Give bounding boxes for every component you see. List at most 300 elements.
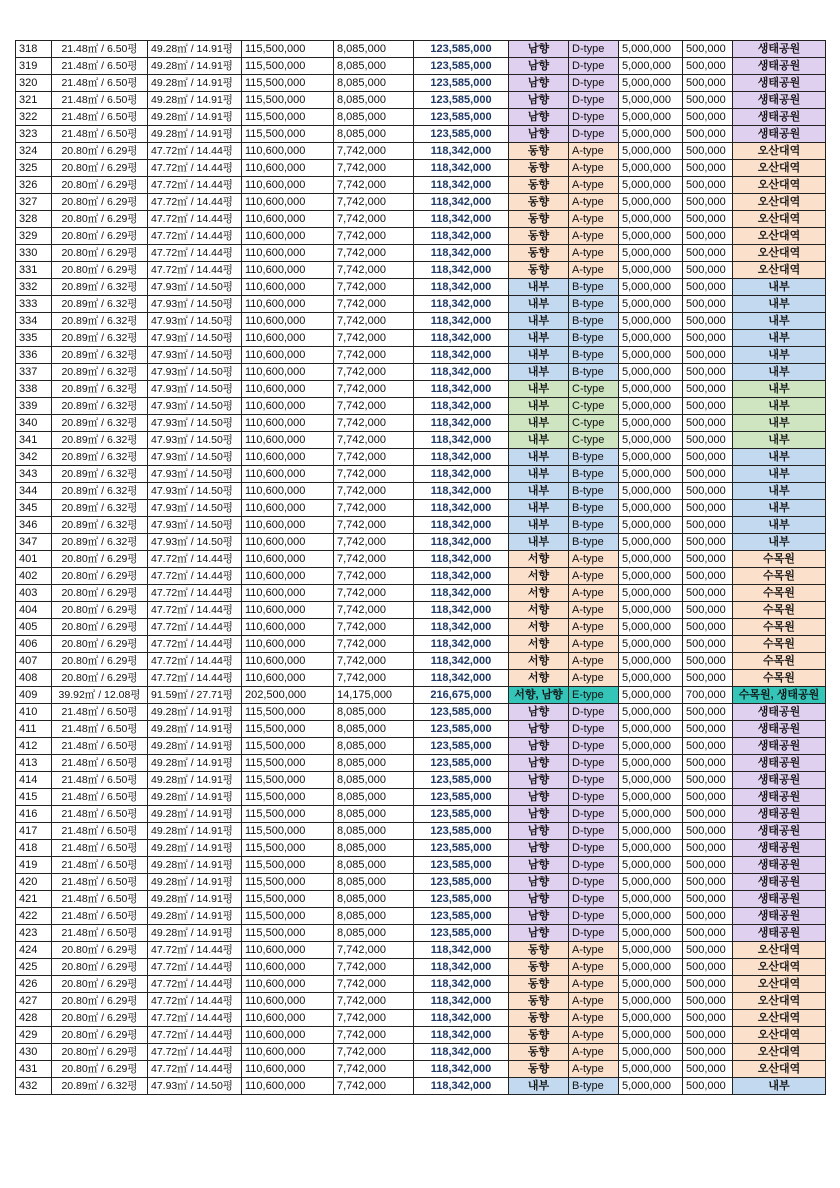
view-label-cell: 생태공원	[733, 755, 826, 772]
contract-area-cell: 49.28㎡ / 14.91평	[148, 908, 242, 925]
facing-direction-cell: 내부	[509, 466, 569, 483]
unit-rows	[16, 41, 826, 1095]
facing-direction-cell: 동향	[509, 228, 569, 245]
deposit-cell: 5,000,000	[619, 432, 683, 449]
total-price-cell: 118,342,000	[414, 653, 509, 670]
facing-direction-cell: 남향	[509, 755, 569, 772]
supply-area-cell: 20.80㎡ / 6.29평	[52, 636, 148, 653]
supply-area-cell: 20.80㎡ / 6.29평	[52, 1061, 148, 1078]
view-label-cell: 오산대역	[733, 1044, 826, 1061]
total-price-cell: 123,585,000	[414, 857, 509, 874]
unit-type-cell: D-type	[569, 126, 619, 143]
unit-type-cell: B-type	[569, 296, 619, 313]
sale-price-cell: 115,500,000	[242, 891, 334, 908]
vat-amount-cell: 7,742,000	[334, 500, 414, 517]
supply-area-cell: 21.48㎡ / 6.50평	[52, 109, 148, 126]
unit-number-cell: 336	[16, 347, 52, 364]
monthly-rent-cell: 500,000	[683, 993, 733, 1010]
sale-price-cell: 115,500,000	[242, 789, 334, 806]
unit-number-cell: 429	[16, 1027, 52, 1044]
facing-direction-cell: 남향	[509, 58, 569, 75]
contract-area-cell: 47.72㎡ / 14.44평	[148, 1061, 242, 1078]
supply-area-cell: 20.80㎡ / 6.29평	[52, 551, 148, 568]
unit-type-cell: B-type	[569, 1078, 619, 1095]
view-label-cell: 내부	[733, 517, 826, 534]
monthly-rent-cell: 500,000	[683, 653, 733, 670]
monthly-rent-cell: 500,000	[683, 1078, 733, 1095]
facing-direction-cell: 남향	[509, 891, 569, 908]
table-row	[16, 449, 826, 466]
facing-direction-cell: 남향	[509, 823, 569, 840]
monthly-rent-cell: 500,000	[683, 245, 733, 262]
monthly-rent-cell: 500,000	[683, 177, 733, 194]
deposit-cell: 5,000,000	[619, 398, 683, 415]
deposit-cell: 5,000,000	[619, 857, 683, 874]
facing-direction-cell: 남향	[509, 126, 569, 143]
monthly-rent-cell: 500,000	[683, 41, 733, 58]
facing-direction-cell: 남향	[509, 772, 569, 789]
monthly-rent-cell: 500,000	[683, 789, 733, 806]
contract-area-cell: 49.28㎡ / 14.91평	[148, 704, 242, 721]
unit-number-cell: 325	[16, 160, 52, 177]
facing-direction-cell: 동향	[509, 262, 569, 279]
table-row	[16, 857, 826, 874]
total-price-cell: 123,585,000	[414, 840, 509, 857]
vat-amount-cell: 8,085,000	[334, 704, 414, 721]
table-row	[16, 92, 826, 109]
unit-type-cell: D-type	[569, 721, 619, 738]
vat-amount-cell: 8,085,000	[334, 891, 414, 908]
unit-number-cell: 343	[16, 466, 52, 483]
unit-type-cell: A-type	[569, 993, 619, 1010]
contract-area-cell: 49.28㎡ / 14.91평	[148, 92, 242, 109]
view-label-cell: 오산대역	[733, 993, 826, 1010]
view-label-cell: 생태공원	[733, 874, 826, 891]
vat-amount-cell: 8,085,000	[334, 823, 414, 840]
deposit-cell: 5,000,000	[619, 585, 683, 602]
monthly-rent-cell: 500,000	[683, 857, 733, 874]
sale-price-cell: 115,500,000	[242, 857, 334, 874]
sale-price-cell: 110,600,000	[242, 466, 334, 483]
unit-number-cell: 409	[16, 687, 52, 704]
facing-direction-cell: 서향	[509, 585, 569, 602]
sale-price-cell: 110,600,000	[242, 942, 334, 959]
total-price-cell: 118,342,000	[414, 194, 509, 211]
monthly-rent-cell: 500,000	[683, 721, 733, 738]
supply-area-cell: 20.80㎡ / 6.29평	[52, 262, 148, 279]
unit-number-cell: 407	[16, 653, 52, 670]
unit-number-cell: 328	[16, 211, 52, 228]
supply-area-cell: 20.80㎡ / 6.29평	[52, 619, 148, 636]
supply-area-cell: 21.48㎡ / 6.50평	[52, 823, 148, 840]
contract-area-cell: 47.93㎡ / 14.50평	[148, 330, 242, 347]
monthly-rent-cell: 500,000	[683, 1027, 733, 1044]
contract-area-cell: 47.72㎡ / 14.44평	[148, 160, 242, 177]
contract-area-cell: 47.93㎡ / 14.50평	[148, 347, 242, 364]
table-row	[16, 568, 826, 585]
unit-number-cell: 333	[16, 296, 52, 313]
sale-price-cell: 110,600,000	[242, 415, 334, 432]
vat-amount-cell: 8,085,000	[334, 806, 414, 823]
unit-number-cell: 431	[16, 1061, 52, 1078]
total-price-cell: 118,342,000	[414, 670, 509, 687]
unit-number-cell: 426	[16, 976, 52, 993]
view-label-cell: 생태공원	[733, 840, 826, 857]
monthly-rent-cell: 500,000	[683, 194, 733, 211]
view-label-cell: 오산대역	[733, 143, 826, 160]
table-row	[16, 670, 826, 687]
unit-number-cell: 422	[16, 908, 52, 925]
view-label-cell: 수목원	[733, 602, 826, 619]
table-row	[16, 789, 826, 806]
vat-amount-cell: 8,085,000	[334, 857, 414, 874]
contract-area-cell: 47.72㎡ / 14.44평	[148, 568, 242, 585]
facing-direction-cell: 내부	[509, 483, 569, 500]
contract-area-cell: 47.93㎡ / 14.50평	[148, 415, 242, 432]
monthly-rent-cell: 500,000	[683, 75, 733, 92]
unit-number-cell: 339	[16, 398, 52, 415]
vat-amount-cell: 7,742,000	[334, 228, 414, 245]
facing-direction-cell: 서향	[509, 568, 569, 585]
facing-direction-cell: 동향	[509, 1044, 569, 1061]
total-price-cell: 118,342,000	[414, 143, 509, 160]
view-label-cell: 내부	[733, 500, 826, 517]
vat-amount-cell: 7,742,000	[334, 211, 414, 228]
table-row	[16, 959, 826, 976]
supply-area-cell: 20.89㎡ / 6.32평	[52, 432, 148, 449]
unit-number-cell: 420	[16, 874, 52, 891]
supply-area-cell: 20.89㎡ / 6.32평	[52, 517, 148, 534]
table-row	[16, 891, 826, 908]
sale-price-cell: 110,600,000	[242, 1044, 334, 1061]
table-row	[16, 1010, 826, 1027]
vat-amount-cell: 7,742,000	[334, 585, 414, 602]
contract-area-cell: 47.93㎡ / 14.50평	[148, 296, 242, 313]
deposit-cell: 5,000,000	[619, 313, 683, 330]
contract-area-cell: 49.28㎡ / 14.91평	[148, 806, 242, 823]
supply-area-cell: 20.80㎡ / 6.29평	[52, 143, 148, 160]
total-price-cell: 118,342,000	[414, 279, 509, 296]
deposit-cell: 5,000,000	[619, 517, 683, 534]
unit-type-cell: A-type	[569, 670, 619, 687]
facing-direction-cell: 남향	[509, 857, 569, 874]
supply-area-cell: 20.80㎡ / 6.29평	[52, 245, 148, 262]
vat-amount-cell: 7,742,000	[334, 534, 414, 551]
unit-price-table	[15, 40, 826, 1095]
facing-direction-cell: 남향	[509, 789, 569, 806]
unit-type-cell: D-type	[569, 755, 619, 772]
deposit-cell: 5,000,000	[619, 568, 683, 585]
monthly-rent-cell: 500,000	[683, 976, 733, 993]
supply-area-cell: 20.80㎡ / 6.29평	[52, 959, 148, 976]
deposit-cell: 5,000,000	[619, 330, 683, 347]
view-label-cell: 생태공원	[733, 126, 826, 143]
table-row	[16, 602, 826, 619]
unit-number-cell: 402	[16, 568, 52, 585]
supply-area-cell: 20.80㎡ / 6.29평	[52, 1010, 148, 1027]
unit-type-cell: A-type	[569, 160, 619, 177]
vat-amount-cell: 7,742,000	[334, 330, 414, 347]
table-row	[16, 874, 826, 891]
unit-number-cell: 319	[16, 58, 52, 75]
vat-amount-cell: 8,085,000	[334, 908, 414, 925]
unit-number-cell: 423	[16, 925, 52, 942]
deposit-cell: 5,000,000	[619, 109, 683, 126]
unit-number-cell: 327	[16, 194, 52, 211]
total-price-cell: 118,342,000	[414, 517, 509, 534]
table-row	[16, 347, 826, 364]
sale-price-cell: 110,600,000	[242, 602, 334, 619]
total-price-cell: 118,342,000	[414, 296, 509, 313]
contract-area-cell: 47.93㎡ / 14.50평	[148, 466, 242, 483]
vat-amount-cell: 8,085,000	[334, 126, 414, 143]
vat-amount-cell: 8,085,000	[334, 109, 414, 126]
monthly-rent-cell: 500,000	[683, 58, 733, 75]
sale-price-cell: 115,500,000	[242, 92, 334, 109]
deposit-cell: 5,000,000	[619, 721, 683, 738]
unit-type-cell: B-type	[569, 279, 619, 296]
unit-type-cell: A-type	[569, 942, 619, 959]
deposit-cell: 5,000,000	[619, 636, 683, 653]
sale-price-cell: 110,600,000	[242, 1010, 334, 1027]
table-row	[16, 806, 826, 823]
sale-price-cell: 115,500,000	[242, 75, 334, 92]
deposit-cell: 5,000,000	[619, 160, 683, 177]
unit-type-cell: C-type	[569, 415, 619, 432]
total-price-cell: 118,342,000	[414, 364, 509, 381]
table-row	[16, 398, 826, 415]
vat-amount-cell: 7,742,000	[334, 466, 414, 483]
monthly-rent-cell: 500,000	[683, 908, 733, 925]
total-price-cell: 118,342,000	[414, 942, 509, 959]
deposit-cell: 5,000,000	[619, 806, 683, 823]
unit-type-cell: B-type	[569, 483, 619, 500]
facing-direction-cell: 동향	[509, 1061, 569, 1078]
table-row	[16, 245, 826, 262]
unit-number-cell: 345	[16, 500, 52, 517]
vat-amount-cell: 8,085,000	[334, 92, 414, 109]
view-label-cell: 생태공원	[733, 738, 826, 755]
total-price-cell: 123,585,000	[414, 75, 509, 92]
deposit-cell: 5,000,000	[619, 534, 683, 551]
deposit-cell: 5,000,000	[619, 789, 683, 806]
sale-price-cell: 110,600,000	[242, 619, 334, 636]
view-label-cell: 내부	[733, 534, 826, 551]
supply-area-cell: 21.48㎡ / 6.50평	[52, 789, 148, 806]
vat-amount-cell: 7,742,000	[334, 279, 414, 296]
supply-area-cell: 20.89㎡ / 6.32평	[52, 500, 148, 517]
view-label-cell: 내부	[733, 415, 826, 432]
sale-price-cell: 110,600,000	[242, 245, 334, 262]
contract-area-cell: 49.28㎡ / 14.91평	[148, 109, 242, 126]
monthly-rent-cell: 500,000	[683, 160, 733, 177]
table-row	[16, 58, 826, 75]
deposit-cell: 5,000,000	[619, 228, 683, 245]
sale-price-cell: 110,600,000	[242, 364, 334, 381]
sale-price-cell: 115,500,000	[242, 823, 334, 840]
total-price-cell: 123,585,000	[414, 721, 509, 738]
deposit-cell: 5,000,000	[619, 891, 683, 908]
total-price-cell: 123,585,000	[414, 925, 509, 942]
table-row	[16, 432, 826, 449]
total-price-cell: 123,585,000	[414, 126, 509, 143]
facing-direction-cell: 동향	[509, 211, 569, 228]
facing-direction-cell: 내부	[509, 330, 569, 347]
table-row	[16, 177, 826, 194]
total-price-cell: 118,342,000	[414, 551, 509, 568]
table-row	[16, 755, 826, 772]
supply-area-cell: 20.80㎡ / 6.29평	[52, 993, 148, 1010]
supply-area-cell: 21.48㎡ / 6.50평	[52, 891, 148, 908]
view-label-cell: 내부	[733, 364, 826, 381]
monthly-rent-cell: 500,000	[683, 891, 733, 908]
supply-area-cell: 20.80㎡ / 6.29평	[52, 942, 148, 959]
facing-direction-cell: 내부	[509, 347, 569, 364]
deposit-cell: 5,000,000	[619, 381, 683, 398]
deposit-cell: 5,000,000	[619, 942, 683, 959]
supply-area-cell: 20.80㎡ / 6.29평	[52, 568, 148, 585]
supply-area-cell: 20.80㎡ / 6.29평	[52, 228, 148, 245]
unit-type-cell: D-type	[569, 789, 619, 806]
unit-number-cell: 416	[16, 806, 52, 823]
monthly-rent-cell: 500,000	[683, 364, 733, 381]
total-price-cell: 123,585,000	[414, 891, 509, 908]
sale-price-cell: 115,500,000	[242, 126, 334, 143]
supply-area-cell: 20.89㎡ / 6.32평	[52, 347, 148, 364]
deposit-cell: 5,000,000	[619, 143, 683, 160]
supply-area-cell: 21.48㎡ / 6.50평	[52, 755, 148, 772]
total-price-cell: 118,342,000	[414, 245, 509, 262]
view-label-cell: 생태공원	[733, 75, 826, 92]
table-row	[16, 823, 826, 840]
vat-amount-cell: 7,742,000	[334, 483, 414, 500]
table-row	[16, 840, 826, 857]
total-price-cell: 118,342,000	[414, 959, 509, 976]
supply-area-cell: 21.48㎡ / 6.50평	[52, 92, 148, 109]
deposit-cell: 5,000,000	[619, 653, 683, 670]
total-price-cell: 118,342,000	[414, 449, 509, 466]
monthly-rent-cell: 500,000	[683, 500, 733, 517]
vat-amount-cell: 8,085,000	[334, 874, 414, 891]
contract-area-cell: 49.28㎡ / 14.91평	[148, 126, 242, 143]
total-price-cell: 118,342,000	[414, 466, 509, 483]
deposit-cell: 5,000,000	[619, 41, 683, 58]
contract-area-cell: 47.93㎡ / 14.50평	[148, 279, 242, 296]
view-label-cell: 오산대역	[733, 959, 826, 976]
deposit-cell: 5,000,000	[619, 466, 683, 483]
monthly-rent-cell: 500,000	[683, 483, 733, 500]
unit-number-cell: 340	[16, 415, 52, 432]
unit-number-cell: 406	[16, 636, 52, 653]
unit-type-cell: D-type	[569, 58, 619, 75]
view-label-cell: 수목원, 생태공원	[733, 687, 826, 704]
unit-number-cell: 332	[16, 279, 52, 296]
supply-area-cell: 21.48㎡ / 6.50평	[52, 58, 148, 75]
facing-direction-cell: 내부	[509, 432, 569, 449]
table-row	[16, 466, 826, 483]
contract-area-cell: 49.28㎡ / 14.91평	[148, 823, 242, 840]
table-row	[16, 687, 826, 704]
table-row	[16, 653, 826, 670]
unit-type-cell: A-type	[569, 143, 619, 160]
supply-area-cell: 21.48㎡ / 6.50평	[52, 772, 148, 789]
view-label-cell: 오산대역	[733, 211, 826, 228]
sale-price-cell: 110,600,000	[242, 500, 334, 517]
supply-area-cell: 21.48㎡ / 6.50평	[52, 75, 148, 92]
unit-number-cell: 341	[16, 432, 52, 449]
contract-area-cell: 47.72㎡ / 14.44평	[148, 670, 242, 687]
table-row	[16, 483, 826, 500]
sale-price-cell: 115,500,000	[242, 925, 334, 942]
facing-direction-cell: 남향	[509, 738, 569, 755]
deposit-cell: 5,000,000	[619, 296, 683, 313]
unit-type-cell: D-type	[569, 857, 619, 874]
view-label-cell: 오산대역	[733, 194, 826, 211]
total-price-cell: 123,585,000	[414, 908, 509, 925]
unit-type-cell: A-type	[569, 1010, 619, 1027]
sale-price-cell: 115,500,000	[242, 58, 334, 75]
total-price-cell: 118,342,000	[414, 534, 509, 551]
deposit-cell: 5,000,000	[619, 211, 683, 228]
total-price-cell: 123,585,000	[414, 789, 509, 806]
facing-direction-cell: 서향	[509, 602, 569, 619]
unit-type-cell: B-type	[569, 517, 619, 534]
sale-price-cell: 110,600,000	[242, 143, 334, 160]
supply-area-cell: 21.48㎡ / 6.50평	[52, 908, 148, 925]
total-price-cell: 118,342,000	[414, 177, 509, 194]
table-row	[16, 296, 826, 313]
total-price-cell: 123,585,000	[414, 806, 509, 823]
unit-number-cell: 401	[16, 551, 52, 568]
deposit-cell: 5,000,000	[619, 92, 683, 109]
unit-number-cell: 347	[16, 534, 52, 551]
monthly-rent-cell: 500,000	[683, 602, 733, 619]
sale-price-cell: 110,600,000	[242, 330, 334, 347]
table-row	[16, 993, 826, 1010]
table-row	[16, 415, 826, 432]
monthly-rent-cell: 500,000	[683, 415, 733, 432]
table-row	[16, 262, 826, 279]
unit-number-cell: 335	[16, 330, 52, 347]
table-row	[16, 976, 826, 993]
facing-direction-cell: 내부	[509, 1078, 569, 1095]
contract-area-cell: 47.72㎡ / 14.44평	[148, 177, 242, 194]
unit-type-cell: A-type	[569, 1027, 619, 1044]
unit-number-cell: 344	[16, 483, 52, 500]
table-row	[16, 738, 826, 755]
vat-amount-cell: 8,085,000	[334, 789, 414, 806]
monthly-rent-cell: 500,000	[683, 670, 733, 687]
vat-amount-cell: 7,742,000	[334, 993, 414, 1010]
sale-price-cell: 110,600,000	[242, 347, 334, 364]
facing-direction-cell: 남향	[509, 92, 569, 109]
facing-direction-cell: 내부	[509, 398, 569, 415]
deposit-cell: 5,000,000	[619, 993, 683, 1010]
sale-price-cell: 110,600,000	[242, 398, 334, 415]
monthly-rent-cell: 500,000	[683, 211, 733, 228]
table-row	[16, 636, 826, 653]
table-row	[16, 721, 826, 738]
deposit-cell: 5,000,000	[619, 75, 683, 92]
sale-price-cell: 110,600,000	[242, 262, 334, 279]
sale-price-cell: 110,600,000	[242, 517, 334, 534]
total-price-cell: 118,342,000	[414, 211, 509, 228]
facing-direction-cell: 내부	[509, 500, 569, 517]
monthly-rent-cell: 500,000	[683, 551, 733, 568]
table-row	[16, 194, 826, 211]
monthly-rent-cell: 500,000	[683, 568, 733, 585]
vat-amount-cell: 7,742,000	[334, 653, 414, 670]
